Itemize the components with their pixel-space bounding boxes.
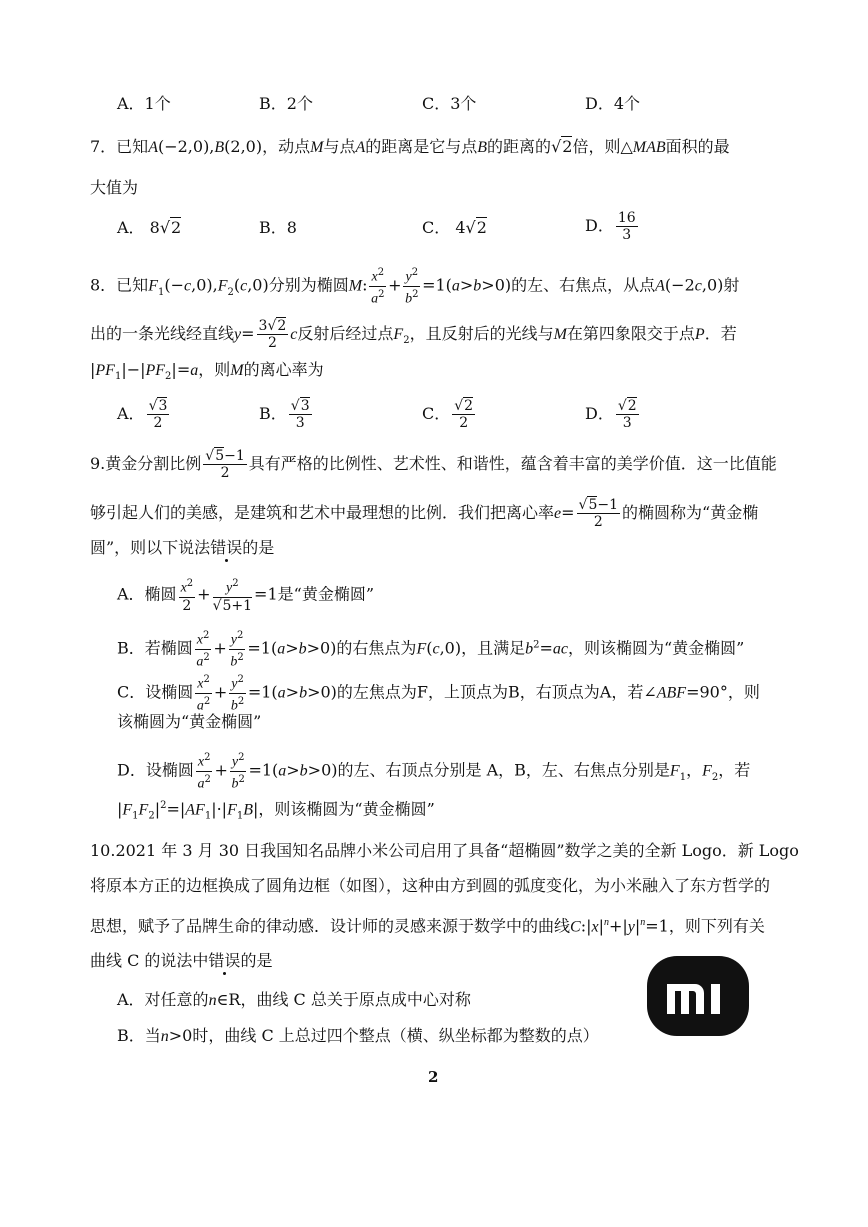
q10-stem-line1: 10.2021 年 3 月 30 日我国知名品牌小米公司启用了具备“超椭圆”数学之美的全新 Logo．新 Logo [90, 841, 799, 860]
q7-option-d: D． $\frac{16}{3}$ [585, 210, 636, 243]
q8-stem-line2: 出的一条光线经直线y= $\frac{3√2}{2}$ c反射后经过点$F_2$，且反射后的光线与M在第四象限交于点P．若 [90, 318, 737, 351]
q6-option-a: A．1个 [117, 94, 171, 113]
q10-option-a: A．对任意的n∈R，曲线 C 总关于原点成中心对称 [117, 990, 471, 1009]
q7-stem-line2: 大值为 [90, 178, 139, 197]
q7-option-a: A． 8√2 [117, 218, 182, 237]
q8-option-c: C． $\frac{√2}{2}$ [422, 398, 474, 431]
q8-stem-line3: $|PF_1|-|PF_2|=a$，则M的离心率为 [90, 360, 324, 383]
q8-stem-line1: 8．已知$F_1(-c,0),F_2(c,0)$分别为椭圆M: $\frac{x^2}{a^2}$ + $\frac{y^2}{b^2}$ =1(a>b>0)的左、右焦点，从点A(−2c,0)射 [90, 267, 740, 307]
q6-option-c: C．3个 [422, 94, 477, 113]
q8-option-b: B． $\frac{√3}{3}$ [259, 398, 310, 431]
q9-option-c: C．设椭圆 $\frac{x^2}{a^2}$ + $\frac{y^2}{b^2}$ =1(a>b>0)的左焦点为F，上顶点为B，右顶点为A，若∠ABF=90°，则 [117, 674, 760, 714]
q7-option-b: B．8 [259, 218, 297, 237]
q9-stem-line2: 够引起人们的美感，是建筑和艺术中最理想的比例．我们把离心率e= $\frac{√5-1}{2}$ 的椭圆称为“黄金椭 [90, 497, 759, 530]
q6-option-d: D．4个 [585, 94, 641, 113]
xiaomi-logo [647, 956, 749, 1036]
q10-stem-line2: 将原本方正的边框换成了圆角边框（如图），这种由方到圆的弧度变化，为小米融入了东方哲学的 [90, 876, 771, 895]
page-number: 2 [428, 1068, 439, 1086]
q9-option-b: B．若椭圆 $\frac{x^2}{a^2}$ + $\frac{y^2}{b^2}$ =1(a>b>0)的右焦点为F(c,0)，且满足$b^2=ac$，则该椭圆为“黄金椭圆” [117, 630, 745, 670]
q10-option-b: B．当n>0时，曲线 C 上总过四个整点（横、纵坐标都为整数的点） [117, 1026, 599, 1045]
q9-option-c-line2: 该椭圆为“黄金椭圆” [117, 712, 262, 731]
q9-option-d: D．设椭圆 $\frac{x^2}{a^2}$ + $\frac{y^2}{b^2}$ =1(a>b>0)的左、右顶点分别是 A，B，左、右焦点分别是$F_1$，$F_2$，若 [117, 752, 751, 792]
q8-option-d: D． $\frac{√2}{3}$ [585, 398, 637, 431]
q8-option-a: A． $\frac{√3}{2}$ [117, 398, 168, 431]
q7-option-c: C． 4√2 [422, 218, 487, 237]
q10-stem-line3: 思想，赋予了品牌生命的律动感．设计师的灵感来源于数学中的曲线$C:|x|^n+|y|^n=1$，则下列有关 [90, 916, 765, 936]
q9-option-d-line2: $|F_1F_2|^2=|AF_1|\cdot|F_1B|$，则该椭圆为“黄金椭圆” [117, 799, 435, 822]
q9-option-a: A．椭圆 $\frac{x^2}{2}$ + $\frac{y^2}{√5+1}$ =1是“黄金椭圆” [117, 578, 375, 614]
q9-stem-line3: 圆”，则以下说法错误的是 [90, 538, 275, 557]
q9-stem-line1: 9.黄金分割比例 $\frac{√5-1}{2}$ 具有严格的比例性、艺术性、和谐性，蕴含着丰富的美学价值．这一比值能 [90, 448, 777, 481]
q7-stem-line1: 7．已知A(−2,0),B(2,0)，动点M与点A的距离是它与点B的距离的√2倍，则△MAB面积的最 [90, 137, 730, 156]
q6-option-b: B．2个 [259, 94, 313, 113]
q10-stem-line4: 曲线 C 的说法中错误的是 [90, 951, 273, 970]
